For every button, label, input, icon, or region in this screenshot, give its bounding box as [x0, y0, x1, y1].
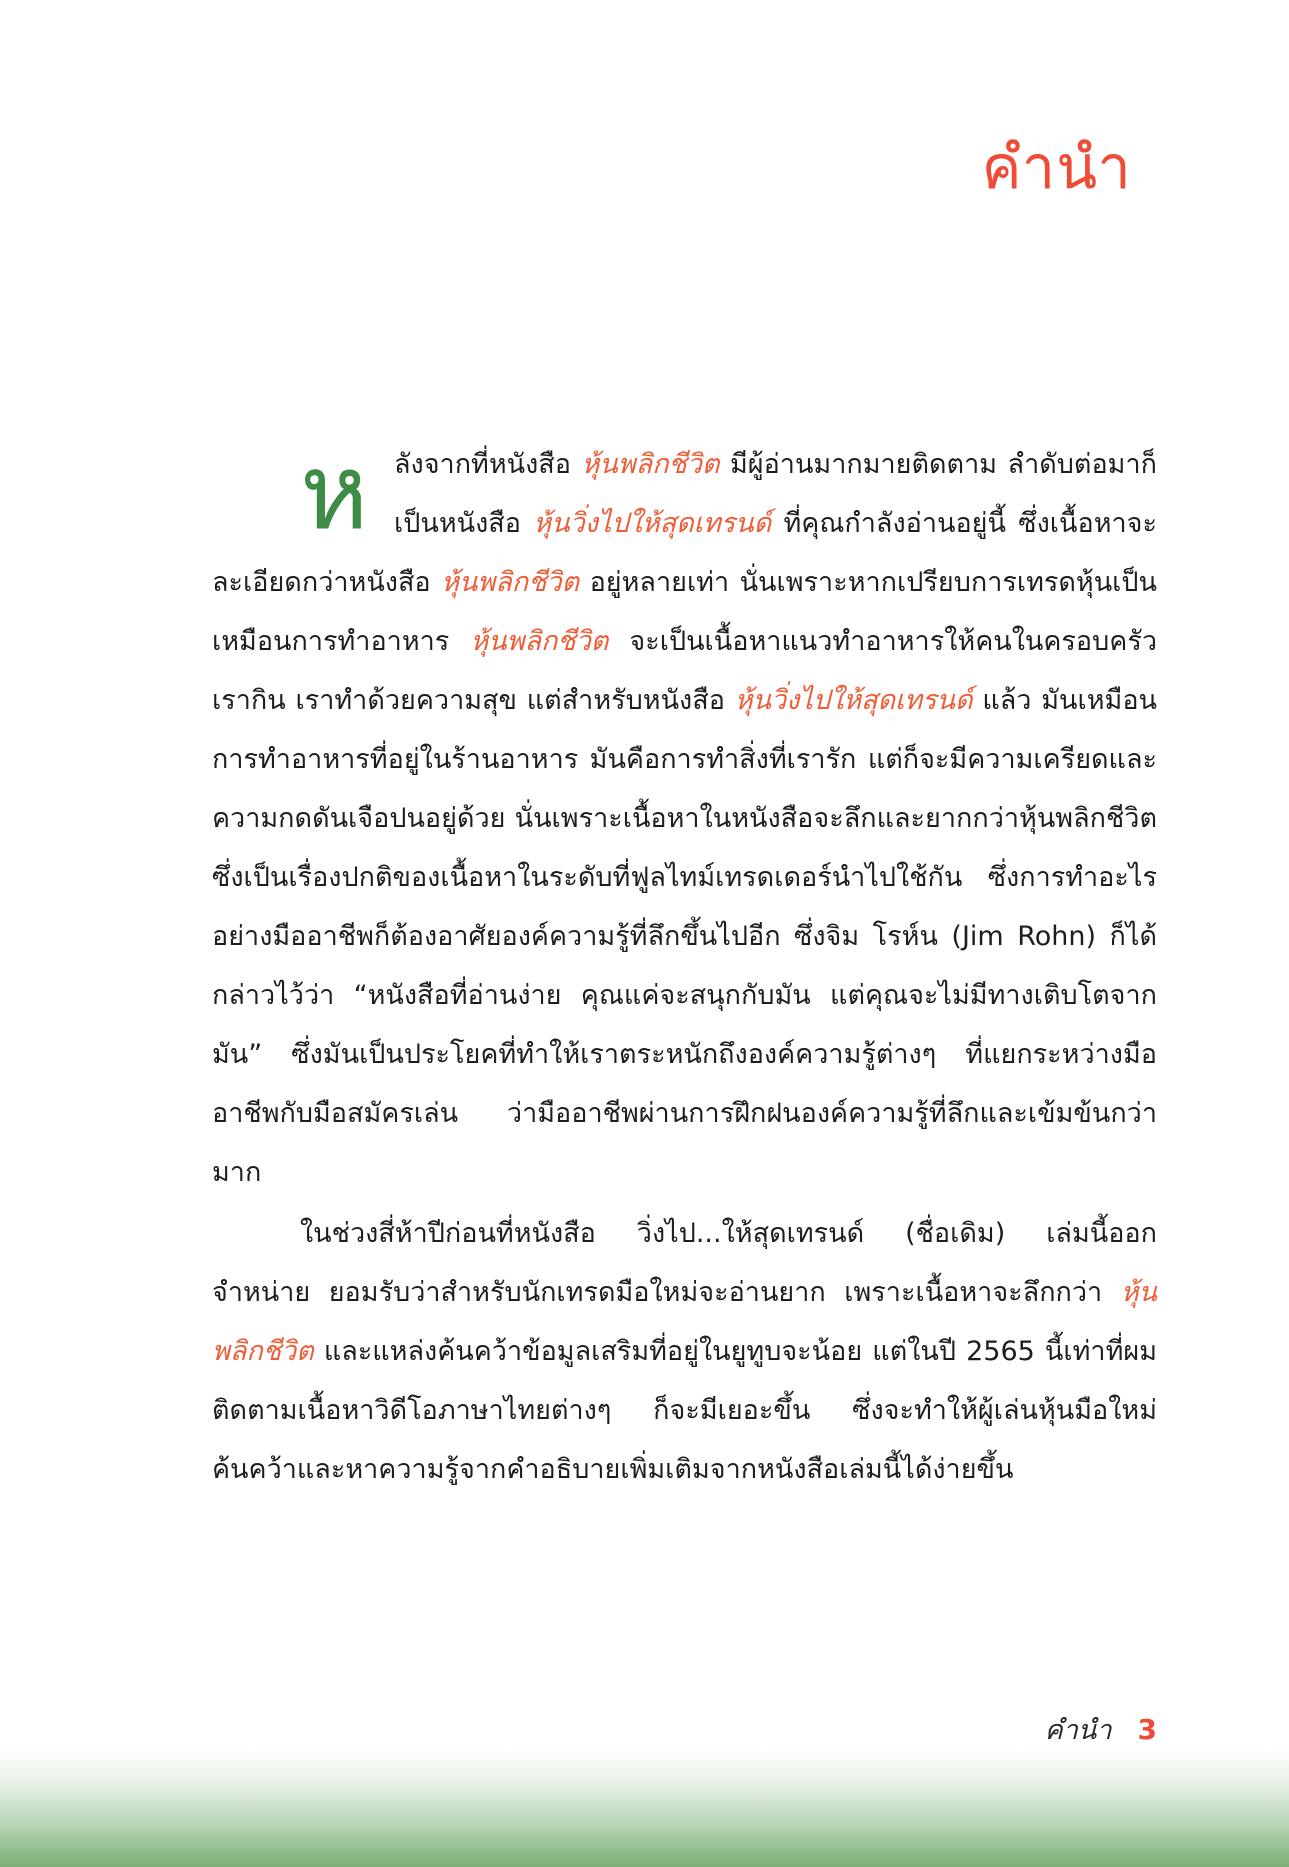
book-title-italic-2: หุ้นวิ่งไปให้สุดเทรนด์	[533, 508, 772, 539]
paragraph-1-part-3: ที่คุณกำลังอ่านอยู่นี้ ซึ่งเนื้อหาจะละเอียดกว่าหนังสือ	[212, 508, 1157, 598]
paragraph-1-part-6: แล้ว มันเหมือนการทำอาหารที่อยู่ในร้านอาหาร มันคือการทำสิ่งที่เรารัก แต่ก็จะมีความเครียดและความกดดันเจือปนอยู่ด้วย นั่นเพราะเนื้อหาในหนังสือจะลึกและยากกว่าหุ้นพลิกชีวิต ซึ่งเป็นเรื่องปกติของเนื้อหาในระดับที่ฟูลไทม์เทรดเดอร์นำไปใช้กัน ซึ่งการทำอะไรอย่างมืออาชีพก็ต้องอาศัยองค์ความรู้ที่ลึกขึ้นไปอีก ซึ่งจิม โรห์น (Jim Rohn) ก็ได้กล่าวไว้ว่า “หนังสือที่อ่านง่าย คุณแค่จะสนุกกับมัน แต่คุณจะไม่มีทางเติบโตจากมัน” ซึ่งมันเป็นประโยคที่ทำให้เราตระหนักถึงองค์ความรู้ต่างๆ ที่แยกระหว่างมืออาชีพกับมือสมัครเล่น ว่ามืออาชีพผ่านการฝึกฝนองค์ความรู้ที่ลึกและเข้มข้นกว่ามาก	[212, 685, 1157, 1188]
paragraph-1-lead: ลังจากที่หนังสือ	[394, 449, 582, 480]
bottom-gradient-band	[0, 1749, 1289, 1867]
paragraph-1	[212, 431, 1157, 1202]
paragraph-2-part-2: และแหล่งค้นคว้าข้อมูลเสริมที่อยู่ในยูทูบจะน้อย แต่ในปี 2565 นี้เท่าที่ผมติดตามเนื้อหาวิดีโอภาษาไทยต่างๆ ก็จะมีเยอะขึ้น ซึ่งจะทำให้ผู้เล่นหุ้นมือใหม่ค้นคว้าและหาความรู้จากคำอธิบายเพิ่มเติมจากหนังสือเล่มนี้ได้ง่ายขึ้น	[212, 1336, 1157, 1485]
footer-page-number: 3	[1137, 1713, 1157, 1746]
paragraph-2-lead: ในช่วงสี่ห้าปีก่อนที่หนังสือ วิ่งไป...ให้สุดเทรนด์ (ชื่อเดิม) เล่มนี้ออกจำหน่าย ยอมรับว่าสำหรับนักเทรดมือใหม่จะอ่านยาก เพราะเนื้อหาจะลึกกว่า	[212, 1218, 1157, 1308]
book-title-italic-6: หุ้นพลิกชีวิต	[212, 1277, 1157, 1367]
paragraph-1-part-2: มีผู้อ่านมากมายติดตาม ลำดับต่อมาก็เป็นหนังสือ	[394, 449, 1157, 539]
paragraph-2	[212, 1204, 1157, 1499]
paragraph-1-part-4: อยู่หลายเท่า นั่นเพราะหากเปรียบการเทรดหุ้นเป็นเหมือนการทำอาหาร	[212, 567, 1157, 657]
main-text	[212, 431, 1157, 1499]
page-title: คำนำ	[981, 133, 1132, 203]
paragraph-1-part-5: จะเป็นเนื้อหาแนวทำอาหารให้คนในครอบครัวเรากิน เราทำด้วยความสุข แต่สำหรับหนังสือ	[212, 626, 1157, 716]
book-title-italic-5: หุ้นวิ่งไปให้สุดเทรนด์	[734, 685, 973, 716]
book-title-italic-1: หุ้นพลิกชีวิต	[581, 449, 720, 480]
page-footer	[1045, 1708, 1157, 1751]
book-title-italic-4: หุ้นพลิกชีวิต	[470, 626, 609, 657]
dropcap-letter: ห	[300, 431, 369, 553]
book-title-italic-3: หุ้นพลิกชีวิต	[441, 567, 580, 598]
footer-section-label: คำนำ	[1044, 1715, 1112, 1746]
